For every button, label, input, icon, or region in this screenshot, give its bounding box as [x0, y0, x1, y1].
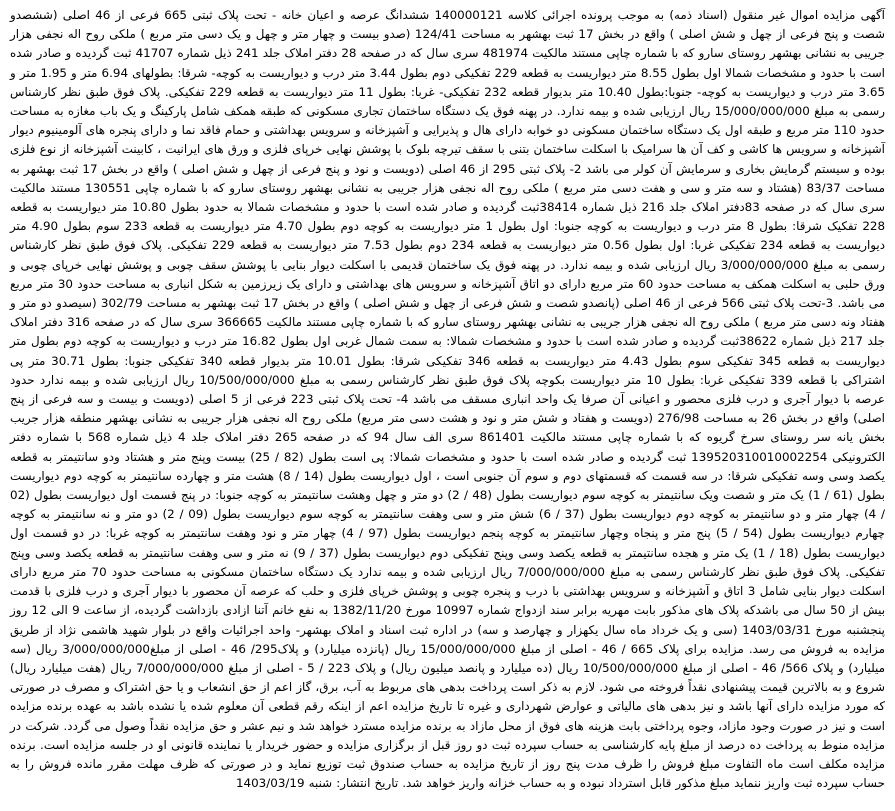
auction-notice-text: آگهی مزایده اموال غیر منقول (اسناد ذمه) به موجب پرونده اجرائی کلاسه 140000121 ششدانگ عرصه و اعیان خانه - تحت پلاک ثبتی 665 فرعی از 46 اصلی (ششصدو شصت و پنج فرعی از چهل و شش اصلی ) واقع در بخش 17 ثبت بهشهر به مساحت 124/41 (صدو بیست و چهار متر و چهل و یک دسی متر مربع ) ملکی روح اله نجفی هزار جریبی به نشانی بهشهر روستای سارو که با شماره چاپی مستند مالکیت 481974 سری سال که در صفحه 28 دفتر املاک جلد 241 ذیل شماره 41707 ثبت گردیده و صادر شده است با حدود و مشخصات شمالا اول بطول 8.55 متر دیواریست به قطعه 229 تفکیکی دوم بطول 3.44 متر درب و دیواریست به کوچه- شرقا: بطولهای 6.94 متر و 1.95 متر و 3.65 متر درب و دیواریست به کوچه- جنوبا:بطول 10.40 متر بدیوار قطعه 232 تفکیکی- غربا: بطول 11 متر دیواریست به قطعه 229 تفکیکی. پلاک فوق طبق نظر کارشناس رسمی به مبلغ 15/000/000/000 ریال ارزیابی شده و بیمه ندارد. در پهنه فوق یک دستگاه ساختمان تجاری مسکونی که طبقه همکف شامل پارکینگ و یک باب مغازه به مساحت حدود 110 متر مربع و طبقه اول یک دستگاه ساختمان مسکونی دو خوابه دارای هال و پذیرایی و آشپزخانه و سرویس بهداشتی و حمام فاقد نما و دارای پنجره های آلومینیوم دیوار آشپزخانه و سرویس ها کاشی و کف آن ها سرامیک با اسکلت ساختمان بتنی با سقف تیرچه بلوک با پوشش نهایی خرپای فلزی و ورق های ایرانیت ، کابینت آشپزخانه از نوع فلزی بوده و سیستم گرمایش بخاری و سرمایش آن کولر می باشد 2- پلاک ثبتی 295 از 46 اصلی (دویست و نود و پنج فرعی از چهل و شش اصلی ) واقع در بخش 17 ثبت بهشهر به مساحت 83/37 (هشتاد و سه متر و سی و هفت دسی متر مربع ) ملکی روح اله نجفی هزار جریبی به نشانی بهشهر روستای سارو که با شماره چاپی 130551 مستند مالکیت سری سال که در صفحه 83دفتر املاک جلد 216 ذیل شماره 38414ثبت گردیده و صادر شده است با حدود و مشخصات شمالا به حدود بطول 10.80 متر دیواریست به قطعه 228 تفکیک شرقا: بطول 8 متر درب و دیواریست به کوچه جنوبا: اول بطول 1 متر دیواریست به کوچه دوم بطول 4.70 متر دیواریست به قطعه 233 سوم بطول 4.90 متر دیواریست به قطعه 234 تفکیکی غربا: اول بطول 0.56 متر دیواریست به قطعه 234 دوم بطول 7.53 متر دیواریست به قطعه 229 تفکیکی. پلاک فوق طبق نظر کارشناس رسمی به مبلغ 3/000/000/000 ریال ارزیابی شده و بیمه ندارد. در پهنه فوق یک ساختمان قدیمی با اسکلت دیوار بنایی با پوشش سقف چوبی و پوشش نهایی خرپای چوبی و ورق حلبی به اسکلت همکف به مساحت حدود 60 متر مربع دارای دو اتاق آشپزخانه و سرویس های بهداشتی و دارای یک زیرزمین به شکل انباری به مساحت حدود 30 متر مربع می باشد. 3-تحت پلاک ثبتی 566 فرعی از 46 اصلی (پانصدو شصت و شش فرعی از چهل و شش اصلی ) واقع در بخش 17 ثبت بهشهر به مساحت 302/79 (سیصدو دو متر و هفتاد ونه دسی متر مربع ) ملکی روح اله نجفی هزار جریبی به نشانی بهشهر روستای سارو که با شماره چاپی مستند مالکیت 366665 سری سال که در صفحه 316 دفتر املاک جلد 217 ذیل شماره 38622ثبت گردیده و صادر شده است با حدود و مشخصات شمالا: به سمت شمال غربی اول بطول 16.82 متر درب و دیواریست به کوچه دوم بطول متر دیواریست به قطعه 345 تفکیکی سوم بطول 4.43 متر دیواریست به قطعه 346 تفکیکی شرقا: بطول 10.01 متر بدیوار قطعه 340 تفکیکی جنوبا: بطول 30.71 متر پی اشتراکی با قطعه 339 تفکیکی غربا: بطول 10 متر دیواریست بکوچه پلاک فوق طبق نظر کارشناس رسمی به مبلغ 10/500/000/000 ریال ارزیابی شده و بیمه ندارد حدود عرصه با دیوار آجری و درب فلزی محصور و اعیانی آن صرفا یک واحد انباری مسقف می باشد 4- تحت پلاک ثبتی 223 فرعی از 5 اصلی (دویست و بیست و سه فرعی از پنج اصلی) واقع در بخش 26 به مساحت 276/98 (دویست و هفتاد و شش متر و نود و هشت دسی متر مربع) ملکی روح اله نجفی هزار جریبی به نشانی بهشهر منطقه هزار جریب بخش یانه سر روستای سرخ گریوه که با شماره چاپی مستند مالکیت 861401 سری الف سال 94 که در صفحه 265 دفتر املاک جلد 4 ذیل شماره 568 با شماره دفتر الکترونیکی 139520310010002254 ثبت گردیده و صادر شده است با حدود و مشخصات شمالا: پی است بطول (82 / 25) بیست وپنج متر و هشتاد ودو سانتیمتر به قطعه یکصد وسی وسه تفکیکی شرقا: در سه قسمت که قسمتهای دوم و سوم آن جنوبی است ، اول دیواریست بطول (14 / 8) هشت متر و چهارده سانتیمتر به کوچه دوم دیواریست بطول (61 / 1) یک متر و شصت ویک سانتیمتر به کوچه سوم دیواریست بطول (48 / 2) دو متر و چهل وهشت سانتیمتر به کوچه جنوبا: در پنج قسمت اول دیواریست بطول (02 / 4) چهار متر و دو سانتیمتر به کوچه دوم دیواریست بطول (37 / 6) شش متر و سی وهفت سانتیمتر به کوچه سوم دیواریست بطول (09 / 2) دو متر و نه سانتیمتر به کوچه چهارم دیواریست بطول (54 / 5) پنج متر و پنجاه وچهار سانتیمتر به کوچه پنجم دیواریست بطول (97 / 4) چهار متر و نود وهفت سانتیمتر به کوچه غربا: در دو قسمت اول دیواریست بطول (18 / 1) یک متر و هجده سانتیمتر به قطعه یکصد وسی وپنج تفکیکی دوم دیواریست بطول (37 / 9) نه متر و سی وهفت سانتیمتر به قطعه یکصد وسی وپنج تفکیکی. پلاک فوق طبق نظر کارشناس رسمی به مبلغ 7/000/000/000 ریال ارزیابی شده و بیمه ندارد یک دستگاه ساختمان مسکونی به مساحت حدود 70 متر مربع دارای اسکلت دیوار بنایی شامل 3 اتاق و آشپزخانه و سرویس بهداشتی با درب و پنجره چوبی و پوشش خرپای فلزی و حلب که عرصه آن محصور با دیوار آجری و درب فلزی با قدمت بیش از 50 سال می باشدکه پلاک های مذکور بابت مهریه برابر سند ازدواج شماره 10997 مورخ 1382/11/20 به نفع خانم آتنا ازادی بازداشت گردیده، از ساعت 9 الی 12 روز پنجشنبه مورخ 1403/03/31 (سی و یک خرداد ماه سال یکهزار و چهارصد و سه) در اداره ثبت اسناد و املاک بهشهر- واحد اجرائیات واقع در بلوار شهید هاشمی نژاد از طریق مزایده به فروش می رسد. مزایده برای پلاک 665 / 46 - اصلی از مبلغ 15/000/000/000 ریال (پانزده میلیارد) و پلاک295/ 46 - اصلی از مبلغ3/000/000/000 ریال (سه میلیارد) و پلاک 566/ 46 - اصلی از مبلغ 10/500/000/000 ریال (ده میلیارد و پانصد میلیون ریال) و پلاک 223 / 5 - اصلی از مبلغ 7/000/000/000 ریال (هفت میلیارد ریال) شروع و به بالاترین قیمت پیشنهادی نقداً فروخته می شود. لازم به ذکر است پرداخت بدهی های مربوط به آب، برق، گاز اعم از حق انشعاب و یا حق اشتراک و مصرف در صورتی که مورد مزایده دارای آنها باشد و نیز بدهی های مالیاتی و عوارض شهرداری و غیره تا تاریخ مزایده اعم از اینکه رقم قطعی آن معلوم شده یا نشده باشد به عهده برنده مزایده است و نیز در صورت وجود مازاد، وجوه پرداختی بابت هزینه های فوق از محل مازاد به برنده مزایده مسترد خواهد شد و نیم عشر و حق مزایده نقداً وصول می گردد. شرکت در مزایده منوط به پرداخت ده درصد از مبلغ پایه کارشناسی به حساب سپرده ثبت دو روز قبل از برگزاری مزایده و حضور خریدار یا نماینده قانونی او در جلسه مزایده است. برنده مزایده مکلف است ماه التفاوت مبلغ فروش را ظرف مدت پنج روز از تاریخ مزایده به حساب صندوق ثبت توزیع نماید و در صورتی که ظرف مهلت مقرر مانده فروش را به حساب سپرده ثبت واریز ننماید مبلغ مذکور قابل استرداد نبوده و به حساب خزانه واریز خواهد شد. تاریخ انتشار: شنبه 1403/03/19 [10, 8, 886, 791]
